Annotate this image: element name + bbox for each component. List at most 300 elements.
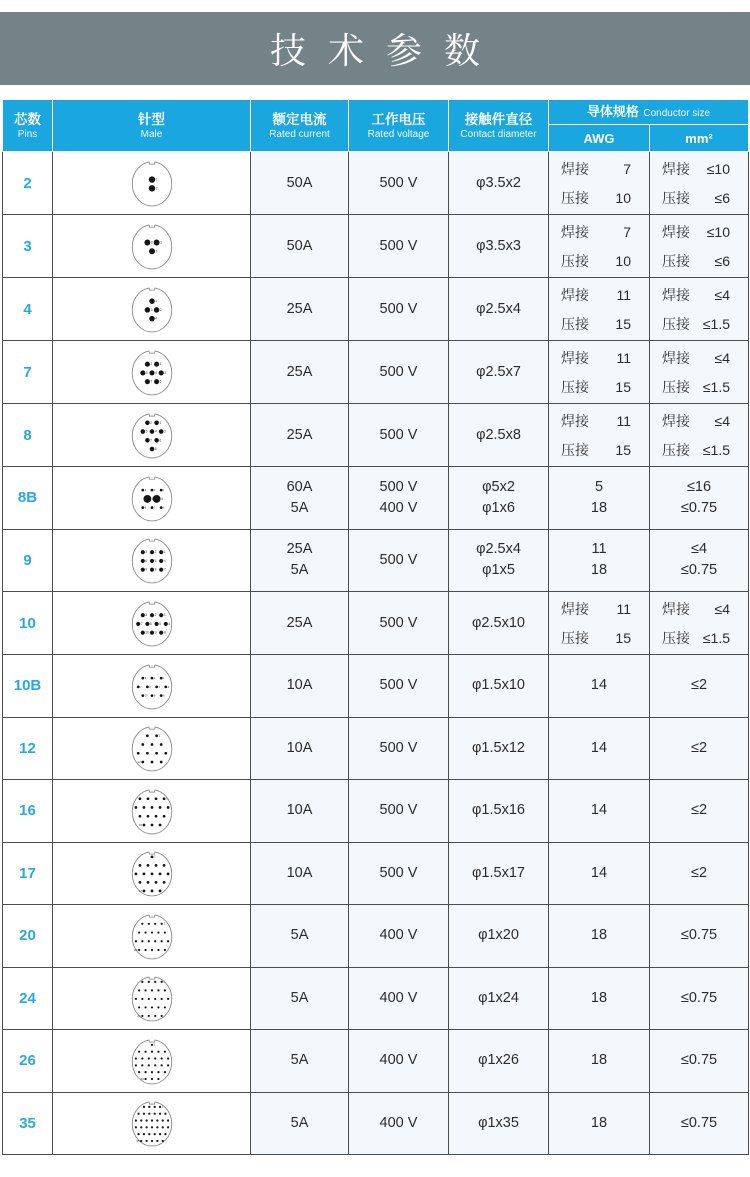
awg-value: 焊接 7 压接 10: [561, 223, 631, 269]
contact-diameter-value: φ1.5x12: [472, 739, 525, 756]
header-awg: AWG: [549, 125, 650, 152]
rated-voltage-value: 500 V: [379, 677, 418, 694]
svg-text:2: 2: [154, 613, 156, 618]
rated-voltage-value: 500 V: [379, 363, 418, 380]
svg-text:4: 4: [154, 370, 157, 375]
spec-table: [2, 99, 749, 1155]
svg-text:7: 7: [149, 379, 152, 384]
header-rated-current-zh: 额定电流: [272, 111, 327, 127]
svg-text:2: 2: [150, 240, 153, 245]
mm2-value: ≤2: [690, 802, 708, 819]
mm2-cell: [650, 529, 749, 592]
table-row: [3, 215, 749, 278]
svg-text:16: 16: [138, 822, 142, 827]
rated-voltage: [349, 592, 449, 655]
connector-face: [129, 534, 175, 586]
table-row: [3, 467, 749, 530]
svg-text:3: 3: [144, 676, 146, 680]
connector-diagram: [53, 967, 251, 1030]
awg-cell: [549, 780, 650, 843]
page-title: 技术参数: [269, 30, 502, 71]
svg-text:1: 1: [158, 420, 161, 425]
rated-current-value: 60A 5A: [286, 478, 313, 516]
svg-text:4: 4: [167, 621, 170, 626]
mm2-cell: [650, 905, 749, 968]
awg-value: 18: [590, 1114, 608, 1131]
svg-text:1: 1: [162, 676, 165, 680]
svg-text:2: 2: [149, 420, 152, 425]
pin-count: 24: [3, 967, 53, 1030]
rated-current-value: 5A: [290, 1114, 309, 1131]
svg-text:1: 1: [161, 1104, 164, 1109]
svg-text:10: 10: [144, 694, 148, 698]
awg-cell: [549, 842, 650, 905]
header-rated-voltage-en: Rated voltage: [367, 128, 430, 140]
svg-text:2: 2: [154, 550, 156, 555]
rated-current-value: 25A: [286, 300, 313, 317]
rated-voltage-value: 500 V: [379, 614, 418, 631]
svg-text:17: 17: [138, 889, 142, 894]
mm2-cell: [650, 655, 749, 718]
connector-face: [129, 409, 175, 461]
rated-current: [251, 967, 349, 1030]
awg-cell: [549, 529, 650, 592]
contact-diameter-value: φ3.5x3: [476, 237, 521, 254]
table-row: [3, 967, 749, 1030]
rated-current: [251, 717, 349, 780]
awg-value: 18: [590, 989, 608, 1006]
rated-current-value: 5A: [290, 1052, 309, 1069]
mm2-value: ≤0.75: [680, 927, 718, 944]
svg-text:8: 8: [162, 694, 165, 698]
connector-diagram: [53, 842, 251, 905]
svg-text:1: 1: [159, 362, 161, 367]
contact-diameter: [449, 404, 549, 467]
svg-text:7: 7: [140, 621, 143, 626]
header-rated-current-en: Rated current: [269, 128, 330, 140]
svg-text:3: 3: [144, 488, 146, 492]
rated-current-value: 5A: [290, 989, 309, 1006]
svg-text:4: 4: [154, 429, 157, 434]
rated-current: [251, 278, 349, 341]
contact-diameter: [449, 215, 549, 278]
rated-voltage-value: 400 V: [379, 989, 418, 1006]
svg-text:1: 1: [153, 1042, 155, 1047]
rated-voltage: [349, 215, 449, 278]
svg-text:3: 3: [150, 307, 153, 312]
awg-value: 焊接 11 压接 15: [561, 349, 631, 395]
rated-voltage: [349, 1092, 449, 1155]
awg-cell: [549, 655, 650, 718]
contact-diameter: [449, 967, 549, 1030]
svg-text:8: 8: [154, 567, 156, 572]
contact-diameter: [449, 655, 549, 718]
svg-text:1: 1: [163, 550, 166, 555]
contact-diameter: [449, 842, 549, 905]
table-header: [3, 100, 749, 152]
pin-count: 35: [3, 1092, 53, 1155]
rated-voltage: [349, 717, 449, 780]
header-contact-diameter-zh: 接触件直径: [464, 111, 533, 127]
svg-text:5: 5: [158, 685, 160, 689]
awg-value: 焊接 11 压接 15: [561, 286, 631, 332]
svg-text:5: 5: [145, 429, 147, 434]
pin-count: 9: [3, 529, 53, 592]
table-row: [3, 905, 749, 968]
rated-voltage: [349, 967, 449, 1030]
rated-voltage: [349, 842, 449, 905]
connector-face: [129, 472, 175, 524]
rated-voltage: [349, 341, 449, 404]
connector-diagram: [53, 717, 251, 780]
svg-text:1: 1: [162, 921, 165, 926]
rated-current-value: 50A: [286, 237, 313, 254]
pin-count: 4: [3, 278, 53, 341]
mm2-value: ≤2: [690, 677, 708, 694]
pin-count: 10: [3, 592, 53, 655]
contact-diameter-value: φ1x35: [478, 1114, 519, 1131]
svg-text:4: 4: [163, 559, 166, 564]
mm2-cell: [650, 278, 749, 341]
connector-diagram: [53, 905, 251, 968]
contact-diameter: [449, 1030, 549, 1093]
table-row: [3, 1030, 749, 1093]
connector-diagram: [53, 780, 251, 843]
rated-current: [251, 1092, 349, 1155]
mm2-value: ≤2: [690, 739, 708, 756]
mm2-value: 焊接 ≤10 压接 ≤6: [662, 223, 731, 269]
rated-current: [251, 1030, 349, 1093]
svg-text:10: 10: [144, 630, 149, 635]
rated-current-value: 10A: [286, 802, 313, 819]
mm2-value: ≤0.75: [680, 989, 718, 1006]
contact-diameter: [449, 905, 549, 968]
rated-voltage-value: 500 V: [379, 237, 418, 254]
table-row: [3, 780, 749, 843]
svg-text:20: 20: [133, 947, 137, 952]
rated-current: [251, 341, 349, 404]
awg-cell: [549, 717, 650, 780]
rated-current: [251, 467, 349, 530]
mm2-cell: [650, 967, 749, 1030]
contact-diameter: [449, 592, 549, 655]
rated-voltage-value: 400 V: [379, 927, 418, 944]
svg-text:5: 5: [154, 559, 156, 564]
svg-text:1: 1: [159, 240, 162, 245]
table-row: [3, 278, 749, 341]
table-row: [3, 717, 749, 780]
svg-text:4: 4: [167, 685, 169, 689]
connector-diagram: [53, 152, 251, 215]
page-banner: [0, 12, 750, 85]
rated-voltage: [349, 529, 449, 592]
rated-current: [251, 152, 349, 215]
rated-current: [251, 905, 349, 968]
rated-current-value: 10A: [286, 739, 313, 756]
mm2-value: ≤16 ≤0.75: [680, 478, 718, 516]
pin-count: 8B: [3, 467, 53, 530]
svg-text:26: 26: [139, 1076, 144, 1081]
connector-diagram: [53, 341, 251, 404]
rated-voltage-value: 400 V: [379, 1114, 418, 1131]
rated-voltage: [349, 467, 449, 530]
svg-text:7: 7: [163, 567, 166, 572]
svg-text:8: 8: [144, 506, 146, 510]
rated-voltage: [349, 655, 449, 718]
awg-cell: [549, 152, 650, 215]
connector-face: [129, 722, 175, 774]
mm2-cell: [650, 404, 749, 467]
contact-diameter-value: φ1.5x10: [472, 677, 525, 694]
contact-diameter-value: φ2.5x10: [472, 614, 525, 631]
svg-text:7: 7: [149, 438, 152, 443]
awg-cell: [549, 967, 650, 1030]
connector-face: [129, 220, 175, 272]
svg-text:3: 3: [163, 370, 166, 375]
mm2-cell: [650, 592, 749, 655]
awg-value: 5 18: [590, 478, 608, 516]
pin-count: 8: [3, 404, 53, 467]
header-contact-diameter-en: Contact diameter: [460, 128, 537, 140]
connector-face: [129, 972, 175, 1024]
table-body: [3, 152, 749, 1155]
rated-voltage: [349, 278, 449, 341]
mm2-value: ≤2: [690, 864, 708, 881]
contact-diameter: [449, 1092, 549, 1155]
header-rated-voltage: [349, 100, 449, 152]
table-row: [3, 529, 749, 592]
svg-text:6: 6: [148, 685, 151, 689]
awg-value: 焊接 11 压接 15: [561, 412, 631, 458]
connector-face: [129, 157, 175, 209]
awg-cell: [549, 592, 650, 655]
contact-diameter-value: φ1.5x17: [472, 864, 525, 881]
svg-text:35: 35: [135, 1139, 139, 1144]
mm2-cell: [650, 341, 749, 404]
rated-voltage-value: 500 V: [379, 739, 418, 756]
mm2-value: 焊接 ≤4 压接 ≤1.5: [662, 349, 731, 395]
svg-text:8: 8: [154, 447, 157, 452]
header-conductor-size: [549, 100, 749, 125]
pin-count: 12: [3, 717, 53, 780]
connector-face: [129, 283, 175, 335]
awg-cell: [549, 905, 650, 968]
rated-voltage: [349, 404, 449, 467]
svg-text:5: 5: [145, 370, 148, 375]
pin-count: 10B: [3, 655, 53, 718]
contact-diameter-value: φ3.5x2: [476, 174, 521, 191]
contact-diameter: [449, 717, 549, 780]
rated-current-value: 5A: [290, 927, 309, 944]
svg-text:2: 2: [159, 307, 162, 312]
rated-voltage-value: 500 V: [379, 864, 418, 881]
contact-diameter: [449, 780, 549, 843]
header-male-en: Male: [140, 128, 163, 140]
mm2-value: ≤0.75: [680, 1052, 718, 1069]
mm2-cell: [650, 215, 749, 278]
svg-text:7: 7: [139, 685, 142, 689]
rated-voltage-value: 500 V: [379, 174, 418, 191]
table-row: [3, 1092, 749, 1155]
connector-face: [129, 597, 175, 649]
header-male-zh: 针型: [138, 111, 165, 127]
contact-diameter: [449, 529, 549, 592]
awg-value: 14: [590, 739, 608, 756]
contact-diameter-value: φ1x26: [478, 1052, 519, 1069]
svg-text:5: 5: [151, 496, 154, 501]
pin-count: 26: [3, 1030, 53, 1093]
connector-diagram: [53, 278, 251, 341]
connector-diagram: [53, 215, 251, 278]
svg-text:6: 6: [158, 438, 161, 443]
header-contact-diameter: [449, 100, 549, 152]
connector-diagram: [53, 592, 251, 655]
mm2-cell: [650, 842, 749, 905]
header-rated-current: [251, 100, 349, 152]
svg-text:3: 3: [144, 613, 147, 618]
header-pins-zh: 芯数: [14, 111, 41, 127]
awg-value: 18: [590, 1052, 608, 1069]
contact-diameter: [449, 152, 549, 215]
pin-count: 20: [3, 905, 53, 968]
contact-diameter: [449, 278, 549, 341]
mm2-value: 焊接 ≤4 压接 ≤1.5: [662, 412, 731, 458]
awg-cell: [549, 215, 650, 278]
awg-value: 焊接 11 压接 15: [561, 600, 631, 646]
svg-text:8: 8: [163, 630, 166, 635]
contact-diameter-value: φ2.5x7: [476, 363, 521, 380]
pin-count: 3: [3, 215, 53, 278]
svg-text:4: 4: [160, 496, 163, 501]
contact-diameter: [449, 467, 549, 530]
connector-face: [129, 910, 175, 962]
mm2-cell: [650, 152, 749, 215]
mm2-value: 焊接 ≤10 压接 ≤6: [662, 160, 731, 206]
connector-face: [129, 1097, 175, 1149]
header-mm2: mm²: [650, 125, 749, 152]
svg-text:1: 1: [165, 796, 168, 801]
header-pins: [3, 100, 53, 152]
table-row: [3, 341, 749, 404]
pin-count: 7: [3, 341, 53, 404]
header-pins-en: Pins: [17, 128, 38, 140]
connector-face: [129, 785, 175, 837]
contact-diameter-value: φ2.5x4 φ1x5: [476, 541, 521, 579]
awg-value: 14: [590, 864, 608, 881]
pin-count: 17: [3, 842, 53, 905]
table-row: [3, 152, 749, 215]
rated-voltage-value: 500 V 400 V: [379, 478, 418, 516]
svg-text:24: 24: [136, 1014, 141, 1019]
connector-face: [129, 1035, 175, 1087]
svg-text:6: 6: [162, 506, 165, 510]
pin-count: 16: [3, 780, 53, 843]
header-rated-voltage-zh: 工作电压: [371, 111, 426, 127]
svg-text:1: 1: [155, 177, 158, 182]
table-row: [3, 655, 749, 718]
awg-cell: [549, 1092, 650, 1155]
awg-value: 11 18: [590, 541, 608, 579]
rated-voltage-value: 500 V: [379, 300, 418, 317]
connector-diagram: [53, 467, 251, 530]
svg-text:2: 2: [155, 186, 158, 191]
awg-cell: [549, 278, 650, 341]
svg-text:3: 3: [144, 550, 147, 555]
rated-current-value: 25A: [286, 363, 313, 380]
svg-text:2: 2: [149, 362, 152, 367]
svg-text:1: 1: [162, 488, 165, 492]
svg-text:3: 3: [155, 249, 157, 254]
rated-current-value: 50A: [286, 174, 313, 191]
header-conductor-en: Conductor size: [643, 108, 711, 119]
rated-current: [251, 592, 349, 655]
mm2-value: 焊接 ≤4 压接 ≤1.5: [662, 286, 731, 332]
mm2-cell: [650, 780, 749, 843]
svg-text:7: 7: [153, 506, 155, 510]
awg-value: 焊接 7 压接 10: [561, 160, 631, 206]
contact-diameter-value: φ2.5x4: [476, 300, 521, 317]
pin-count: 2: [3, 152, 53, 215]
rated-voltage-value: 500 V: [379, 551, 418, 568]
contact-diameter: [449, 341, 549, 404]
svg-text:2: 2: [153, 676, 155, 680]
svg-text:1: 1: [162, 979, 165, 984]
rated-current-value: 10A: [286, 864, 313, 881]
mm2-value: 焊接 ≤4 压接 ≤1.5: [662, 600, 731, 646]
rated-current: [251, 215, 349, 278]
rated-voltage-value: 400 V: [379, 1052, 418, 1069]
awg-cell: [549, 467, 650, 530]
svg-text:9: 9: [153, 694, 155, 698]
mm2-cell: [650, 467, 749, 530]
table-row: [3, 842, 749, 905]
svg-text:2: 2: [153, 488, 155, 492]
svg-text:5: 5: [158, 621, 161, 626]
svg-text:3: 3: [163, 429, 166, 434]
awg-cell: [549, 341, 650, 404]
svg-text:1: 1: [153, 854, 156, 859]
svg-text:4: 4: [154, 316, 157, 321]
connector-diagram: [53, 1092, 251, 1155]
table-row: [3, 404, 749, 467]
awg-value: 18: [590, 927, 608, 944]
rated-current: [251, 842, 349, 905]
connector-diagram: [53, 655, 251, 718]
rated-current-value: 25A: [286, 614, 313, 631]
rated-voltage: [349, 905, 449, 968]
awg-cell: [549, 404, 650, 467]
connector-face: [129, 346, 175, 398]
mm2-cell: [650, 717, 749, 780]
connector-diagram: [53, 529, 251, 592]
rated-voltage-value: 500 V: [379, 426, 418, 443]
rated-current-value: 25A: [286, 426, 313, 443]
rated-voltage-value: 500 V: [379, 802, 418, 819]
svg-text:12: 12: [136, 760, 141, 765]
rated-voltage: [349, 780, 449, 843]
rated-voltage: [349, 152, 449, 215]
contact-diameter-value: φ1.5x16: [472, 802, 525, 819]
svg-text:1: 1: [163, 613, 166, 618]
connector-diagram: [53, 1030, 251, 1093]
contact-diameter-value: φ5x2 φ1x6: [482, 478, 515, 516]
mm2-value: ≤0.75: [680, 1114, 718, 1131]
rated-voltage: [349, 1030, 449, 1093]
awg-value: 14: [590, 802, 608, 819]
connector-diagram: [53, 404, 251, 467]
connector-face: [129, 660, 175, 712]
mm2-value: ≤4 ≤0.75: [680, 541, 718, 579]
